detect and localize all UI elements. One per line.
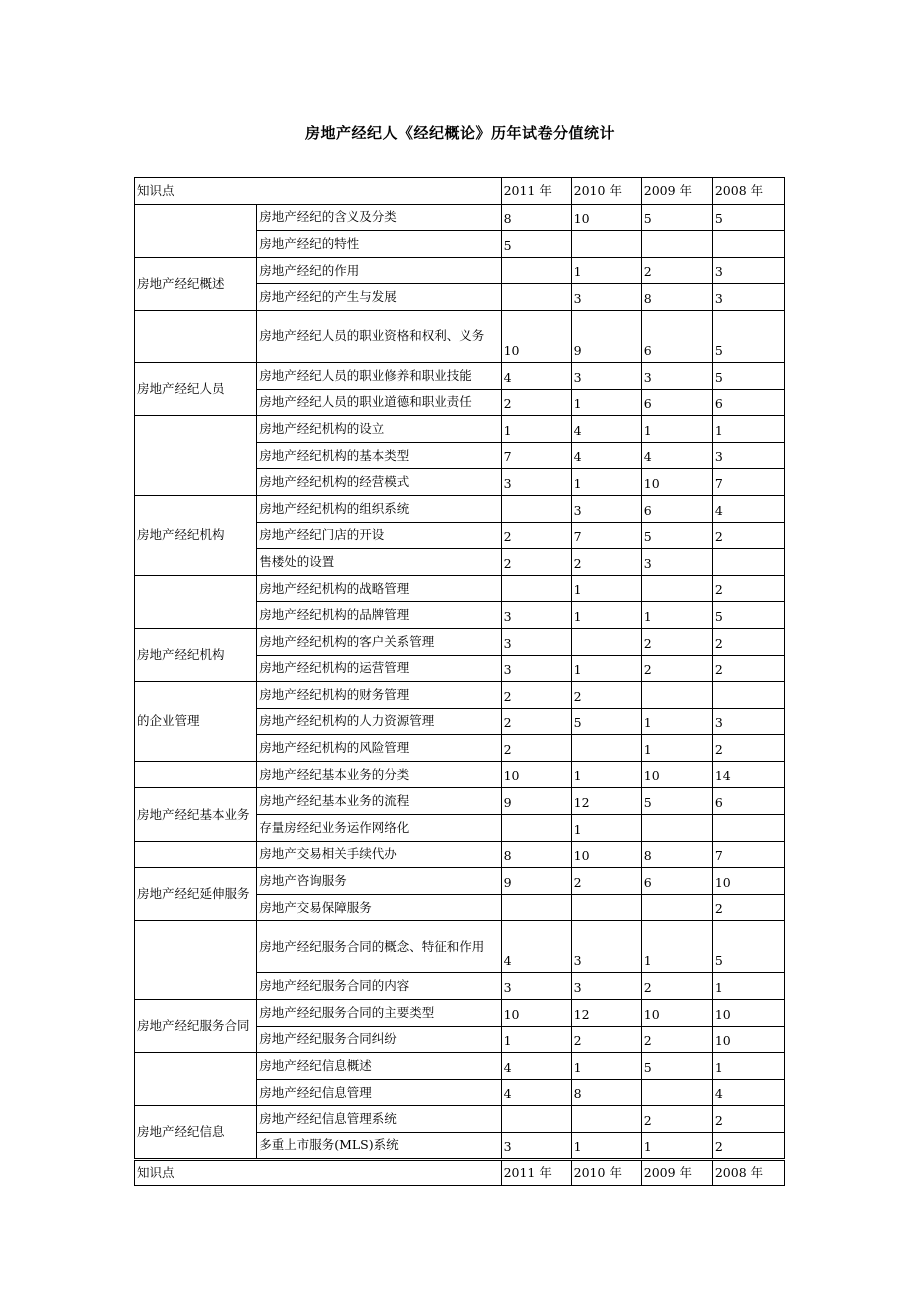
score-cell: 3: [501, 655, 571, 682]
score-cell: 1: [571, 602, 641, 629]
score-cell: [571, 628, 641, 655]
score-cell: [501, 284, 571, 311]
category-cell: [135, 204, 257, 257]
knowledge-item: 房地产经纪机构的战略管理: [257, 575, 501, 602]
score-cell: 7: [712, 841, 784, 868]
score-cell: 14: [712, 761, 784, 788]
score-cell: 3: [712, 284, 784, 311]
knowledge-item: 房地产经纪基本业务的流程: [257, 788, 501, 815]
score-cell: 10: [712, 1026, 784, 1053]
score-cell: 8: [501, 841, 571, 868]
score-cell: 2: [571, 1026, 641, 1053]
score-cell: 10: [501, 1000, 571, 1027]
table-row: [135, 788, 785, 815]
score-cell: 3: [641, 549, 712, 576]
score-cell: [571, 1106, 641, 1133]
score-cell: 2: [641, 628, 712, 655]
category-cell: [135, 1053, 257, 1106]
knowledge-item: 房地产经纪机构的风险管理: [257, 735, 501, 762]
category-cell: [135, 1000, 257, 1053]
score-cell: 6: [641, 310, 712, 362]
score-cell: 9: [501, 788, 571, 815]
score-cell: 2: [641, 257, 712, 284]
score-cell: 3: [571, 495, 641, 522]
score-cell: 6: [641, 868, 712, 895]
score-cell: 3: [501, 973, 571, 1000]
category-cell: [135, 788, 257, 841]
score-cell: 4: [571, 442, 641, 469]
category-label: 房地产经纪概述: [137, 275, 225, 291]
score-cell: 2: [641, 1106, 712, 1133]
score-cell: 1: [641, 602, 712, 629]
score-cell: 1: [571, 257, 641, 284]
score-cell: 1: [641, 921, 712, 973]
score-cell: 5: [712, 310, 784, 362]
knowledge-item: 房地产经纪的作用: [257, 257, 501, 284]
score-cell: 3: [571, 362, 641, 389]
score-cell: 2: [571, 549, 641, 576]
knowledge-item: 房地产经纪机构的客户关系管理: [257, 628, 501, 655]
score-cell: 10: [571, 204, 641, 231]
score-cell: 3: [641, 362, 712, 389]
score-cell: 7: [712, 469, 784, 496]
category-label: 房地产经纪人员: [137, 381, 225, 397]
score-cell: 8: [571, 1079, 641, 1106]
score-cell: 5: [501, 231, 571, 258]
score-cell: 2: [641, 1026, 712, 1053]
score-cell: 1: [712, 1053, 784, 1080]
score-cell: 1: [501, 1026, 571, 1053]
score-cell: [641, 815, 712, 842]
score-cell: 3: [501, 628, 571, 655]
knowledge-item: 房地产经纪的产生与发展: [257, 284, 501, 311]
score-cell: 2: [712, 1133, 784, 1160]
score-cell: 8: [641, 841, 712, 868]
category-cell: [135, 868, 257, 921]
score-cell: 7: [571, 522, 641, 549]
table-row: [135, 416, 785, 443]
score-cell: 1: [571, 1133, 641, 1160]
table-row: [135, 257, 785, 284]
score-cell: 2: [712, 655, 784, 682]
score-cell: 1: [712, 973, 784, 1000]
knowledge-item: 房地产经纪机构的基本类型: [257, 442, 501, 469]
score-cell: 2: [501, 735, 571, 762]
score-cell: [501, 495, 571, 522]
category-cell: [135, 628, 257, 681]
table-row: [135, 1000, 785, 1027]
score-cell: 3: [571, 921, 641, 973]
knowledge-item: 多重上市服务(MLS)系统: [257, 1133, 501, 1160]
category-label: 房地产经纪机构: [137, 527, 225, 543]
knowledge-item: 房地产交易保障服务: [257, 894, 501, 921]
score-cell: 2: [571, 868, 641, 895]
score-cell: 1: [641, 735, 712, 762]
knowledge-item: 房地产经纪信息管理系统: [257, 1106, 501, 1133]
page-title: 房地产经纪人《经纪概论》历年试卷分值统计: [304, 124, 615, 142]
category-label: 的企业管理: [137, 713, 200, 729]
knowledge-item: 房地产经纪机构的财务管理: [257, 682, 501, 709]
score-cell: [712, 549, 784, 576]
year-header: 2010 年: [571, 178, 641, 205]
score-cell: 6: [641, 389, 712, 416]
table-row: [135, 921, 785, 973]
category-label: 房地产经纪延伸服务: [137, 886, 250, 902]
knowledge-item: 房地产经纪门店的开设: [257, 522, 501, 549]
score-cell: 3: [712, 442, 784, 469]
score-cell: 1: [712, 416, 784, 443]
score-cell: [571, 735, 641, 762]
score-cell: 1: [571, 469, 641, 496]
score-cell: [501, 257, 571, 284]
score-cell: 4: [641, 442, 712, 469]
score-cell: 2: [712, 628, 784, 655]
table-row: [135, 310, 785, 362]
table-row: [135, 868, 785, 895]
score-cell: [641, 894, 712, 921]
score-cell: 1: [571, 1053, 641, 1080]
score-cell: 3: [501, 602, 571, 629]
knowledge-item: 房地产经纪机构的设立: [257, 416, 501, 443]
score-cell: [641, 231, 712, 258]
score-cell: 2: [641, 655, 712, 682]
category-cell: [135, 1106, 257, 1159]
knowledge-item: 房地产经纪机构的人力资源管理: [257, 708, 501, 735]
category-cell: [135, 257, 257, 310]
score-cell: 10: [501, 761, 571, 788]
knowledge-item: 房地产经纪人员的职业资格和权利、义务: [257, 310, 501, 362]
score-cell: 5: [712, 921, 784, 973]
score-cell: 10: [641, 1000, 712, 1027]
category-cell: [135, 495, 257, 575]
score-cell: 8: [501, 204, 571, 231]
category-cell: [135, 682, 257, 762]
table-row: [135, 204, 785, 231]
score-cell: 2: [712, 894, 784, 921]
score-cell: 1: [571, 655, 641, 682]
score-cell: 1: [571, 575, 641, 602]
year-header: 2010 年: [571, 1159, 641, 1186]
score-cell: 2: [712, 1106, 784, 1133]
score-cell: 6: [641, 495, 712, 522]
score-cell: 2: [501, 549, 571, 576]
category-cell: [135, 921, 257, 1000]
score-cell: 6: [712, 788, 784, 815]
category-label: 房地产经纪基本业务: [137, 806, 250, 822]
score-cell: 10: [712, 868, 784, 895]
score-cell: 3: [571, 973, 641, 1000]
table-row: [135, 495, 785, 522]
score-cell: 5: [712, 602, 784, 629]
score-cell: 5: [641, 1053, 712, 1080]
score-cell: 5: [641, 522, 712, 549]
score-cell: 2: [712, 522, 784, 549]
score-cell: 3: [501, 1133, 571, 1160]
table-row: [135, 628, 785, 655]
table-row: [135, 682, 785, 709]
score-cell: 2: [501, 389, 571, 416]
score-cell: 1: [501, 416, 571, 443]
category-label: 房地产经纪服务合同: [137, 1018, 250, 1034]
score-cell: 1: [641, 1133, 712, 1160]
year-header: 2009 年: [641, 1159, 712, 1186]
score-cell: 2: [712, 735, 784, 762]
score-cell: [712, 815, 784, 842]
score-cell: 10: [641, 761, 712, 788]
score-cell: 2: [501, 682, 571, 709]
knowledge-item: 房地产经纪信息概述: [257, 1053, 501, 1080]
knowledge-item: 房地产经纪基本业务的分类: [257, 761, 501, 788]
category-cell: [135, 362, 257, 415]
knowledge-item: 房地产经纪人员的职业道德和职业责任: [257, 389, 501, 416]
score-cell: 2: [501, 522, 571, 549]
table-row: [135, 841, 785, 868]
year-header: 2008 年: [712, 178, 784, 205]
knowledge-item: 售楼处的设置: [257, 549, 501, 576]
score-cell: 5: [712, 362, 784, 389]
knowledge-item: 房地产经纪服务合同的主要类型: [257, 1000, 501, 1027]
category-cell: [135, 841, 257, 868]
score-cell: [641, 682, 712, 709]
year-header: 2011 年: [501, 178, 571, 205]
score-cell: [712, 231, 784, 258]
knowledge-item: 存量房经纪业务运作网络化: [257, 815, 501, 842]
score-cell: 3: [501, 469, 571, 496]
score-cell: 1: [641, 708, 712, 735]
knowledge-item: 房地产交易相关手续代办: [257, 841, 501, 868]
table-row: [135, 362, 785, 389]
score-cell: 2: [641, 973, 712, 1000]
score-cell: 5: [571, 708, 641, 735]
table-row: [135, 1053, 785, 1080]
score-cell: [641, 575, 712, 602]
knowledge-item: 房地产经纪机构的品牌管理: [257, 602, 501, 629]
category-cell: [135, 575, 257, 628]
score-cell: 7: [501, 442, 571, 469]
year-header: 2009 年: [641, 178, 712, 205]
score-cell: 4: [501, 1079, 571, 1106]
footer-header-row: [135, 1159, 785, 1186]
score-cell: 4: [501, 362, 571, 389]
score-cell: 5: [641, 788, 712, 815]
category-label: 房地产经纪信息: [137, 1124, 225, 1139]
score-cell: 10: [712, 1000, 784, 1027]
table-row: [135, 575, 785, 602]
score-cell: 5: [641, 204, 712, 231]
category-cell: [135, 416, 257, 496]
score-cell: 1: [571, 389, 641, 416]
knowledge-item: 房地产经纪服务合同纠纷: [257, 1026, 501, 1053]
knowledge-item: 房地产经纪服务合同的概念、特征和作用: [257, 921, 501, 973]
score-cell: 1: [571, 815, 641, 842]
category-cell: [135, 761, 257, 788]
knowledge-item: 房地产经纪的特性: [257, 231, 501, 258]
score-cell: 1: [641, 416, 712, 443]
score-cell: 4: [712, 495, 784, 522]
score-cell: 4: [501, 1053, 571, 1080]
knowledge-item: 房地产经纪机构的组织系统: [257, 495, 501, 522]
score-cell: 10: [641, 469, 712, 496]
knowledge-item: 房地产经纪机构的运营管理: [257, 655, 501, 682]
table-row: [135, 1106, 785, 1133]
knowledge-item: 房地产经纪服务合同的内容: [257, 973, 501, 1000]
score-table: [134, 177, 785, 1186]
knowledge-point-header: 知识点: [135, 178, 257, 205]
score-cell: [501, 894, 571, 921]
score-cell: 4: [501, 921, 571, 973]
knowledge-item: 房地产经纪人员的职业修养和职业技能: [257, 362, 501, 389]
score-cell: [641, 1079, 712, 1106]
header-row: [135, 178, 785, 205]
score-cell: [501, 815, 571, 842]
score-cell: [571, 231, 641, 258]
category-label: 房地产经纪机构: [137, 647, 225, 662]
knowledge-item: 房地产咨询服务: [257, 868, 501, 895]
score-cell: [501, 1106, 571, 1133]
score-cell: 10: [571, 841, 641, 868]
score-cell: 3: [571, 284, 641, 311]
score-cell: 12: [571, 788, 641, 815]
knowledge-item: 房地产经纪机构的经营模式: [257, 469, 501, 496]
knowledge-item: 房地产经纪的含义及分类: [257, 204, 501, 231]
score-cell: 3: [712, 708, 784, 735]
score-cell: 12: [571, 1000, 641, 1027]
score-cell: [712, 682, 784, 709]
score-cell: 9: [571, 310, 641, 362]
knowledge-item: 房地产经纪信息管理: [257, 1079, 501, 1106]
score-cell: 8: [641, 284, 712, 311]
score-cell: 1: [571, 761, 641, 788]
year-header: 2008 年: [712, 1159, 784, 1186]
score-cell: 2: [712, 575, 784, 602]
category-cell: [135, 310, 257, 362]
table-row: [135, 761, 785, 788]
score-cell: [501, 575, 571, 602]
score-cell: 3: [712, 257, 784, 284]
score-cell: 2: [571, 682, 641, 709]
score-cell: [571, 894, 641, 921]
score-cell: 5: [712, 204, 784, 231]
score-cell: 2: [501, 708, 571, 735]
score-cell: 9: [501, 868, 571, 895]
score-cell: 4: [571, 416, 641, 443]
knowledge-point-header: 知识点: [135, 1159, 502, 1186]
score-cell: 6: [712, 389, 784, 416]
score-cell: 10: [501, 310, 571, 362]
score-cell: 4: [712, 1079, 784, 1106]
year-header: 2011 年: [501, 1159, 571, 1186]
